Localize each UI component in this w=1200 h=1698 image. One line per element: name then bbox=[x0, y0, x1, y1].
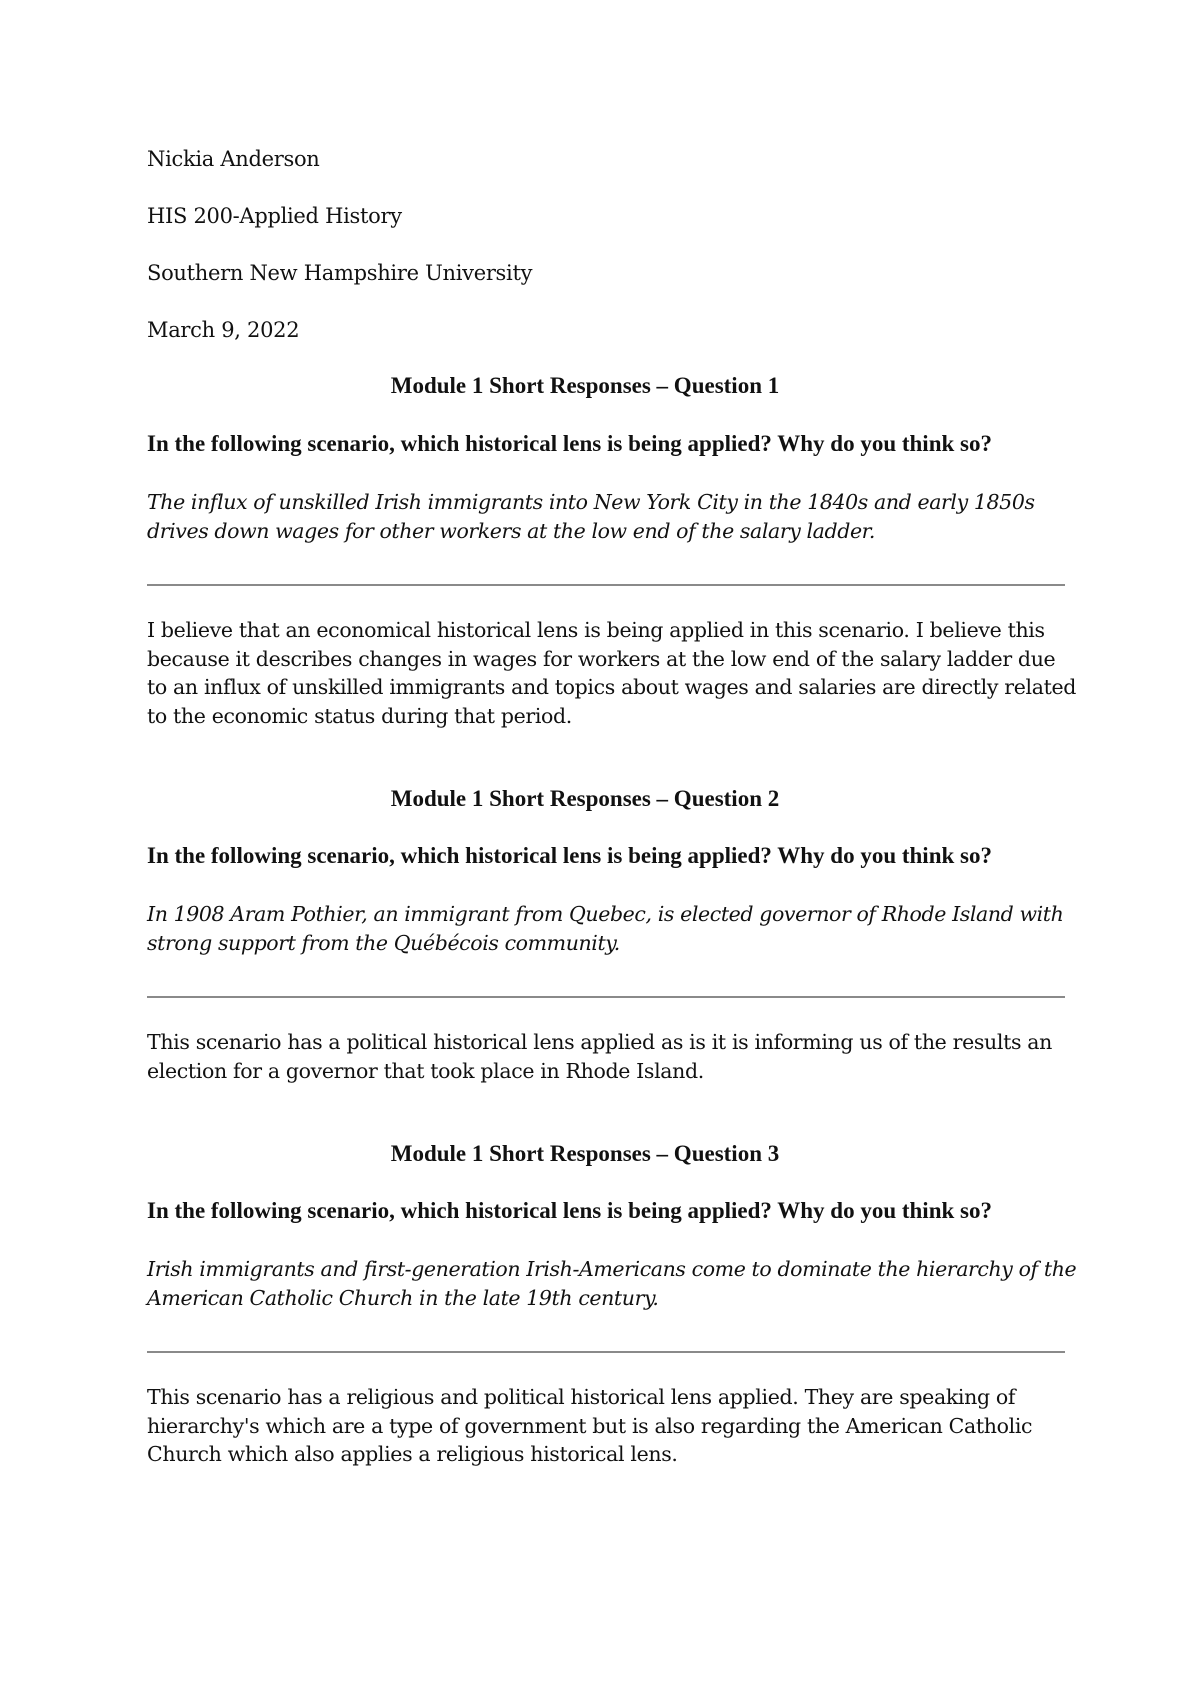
section-1-heading: Module 1 Short Responses – Question 1 bbox=[390, 373, 780, 398]
section-2-response: This scenario has a political historical lens applied as is it is informing us of the results an election for a governor that took place in Rhode Island. bbox=[147, 1030, 1053, 1083]
section-3-response: This scenario has a religious and political historical lens applied. They are speaking of hierarchy's which are a type of government but is also regarding the American Catholic Church which also applies a religious historical lens. bbox=[147, 1385, 1033, 1466]
course-name: HIS 200-Applied History bbox=[147, 204, 402, 228]
section-2-scenario: In 1908 Aram Pothier, an immigrant from Quebec, is elected governor of Rhode Island with strong support from the Québécois community. bbox=[147, 902, 1064, 955]
section-3-scenario: Irish immigrants and first-generation Irish-Americans come to dominate the hierarchy of the American Catholic Church in the late 19th century. bbox=[147, 1257, 1077, 1310]
section-2-heading: Module 1 Short Responses – Question 2 bbox=[390, 786, 780, 811]
section-2-divider bbox=[147, 996, 1065, 998]
author-name: Nickia Anderson bbox=[147, 147, 320, 171]
section-1-response: I believe that an economical historical lens is being applied in this scenario. I believe this because it describes changes in wages for workers at the low end of the salary ladder due to an influx of unskilled immigrants and topics about wages and salaries are directly related to the economic status during that period. bbox=[147, 618, 1077, 728]
section-1-scenario: The influx of unskilled Irish immigrants into New York City in the 1840s and early 1850s drives down wages for other workers at the low end of the salary ladder. bbox=[147, 490, 1035, 543]
section-3-divider bbox=[147, 1351, 1065, 1353]
section-1-question: In the following scenario, which historical lens is being applied? Why do you think so? bbox=[147, 431, 992, 456]
submission-date: March 9, 2022 bbox=[147, 318, 300, 342]
section-3-question: In the following scenario, which historical lens is being applied? Why do you think so? bbox=[147, 1198, 992, 1223]
institution-name: Southern New Hampshire University bbox=[147, 261, 533, 285]
section-3-heading: Module 1 Short Responses – Question 3 bbox=[390, 1141, 780, 1166]
section-2-question: In the following scenario, which historical lens is being applied? Why do you think so? bbox=[147, 843, 992, 868]
section-1-divider bbox=[147, 584, 1065, 586]
